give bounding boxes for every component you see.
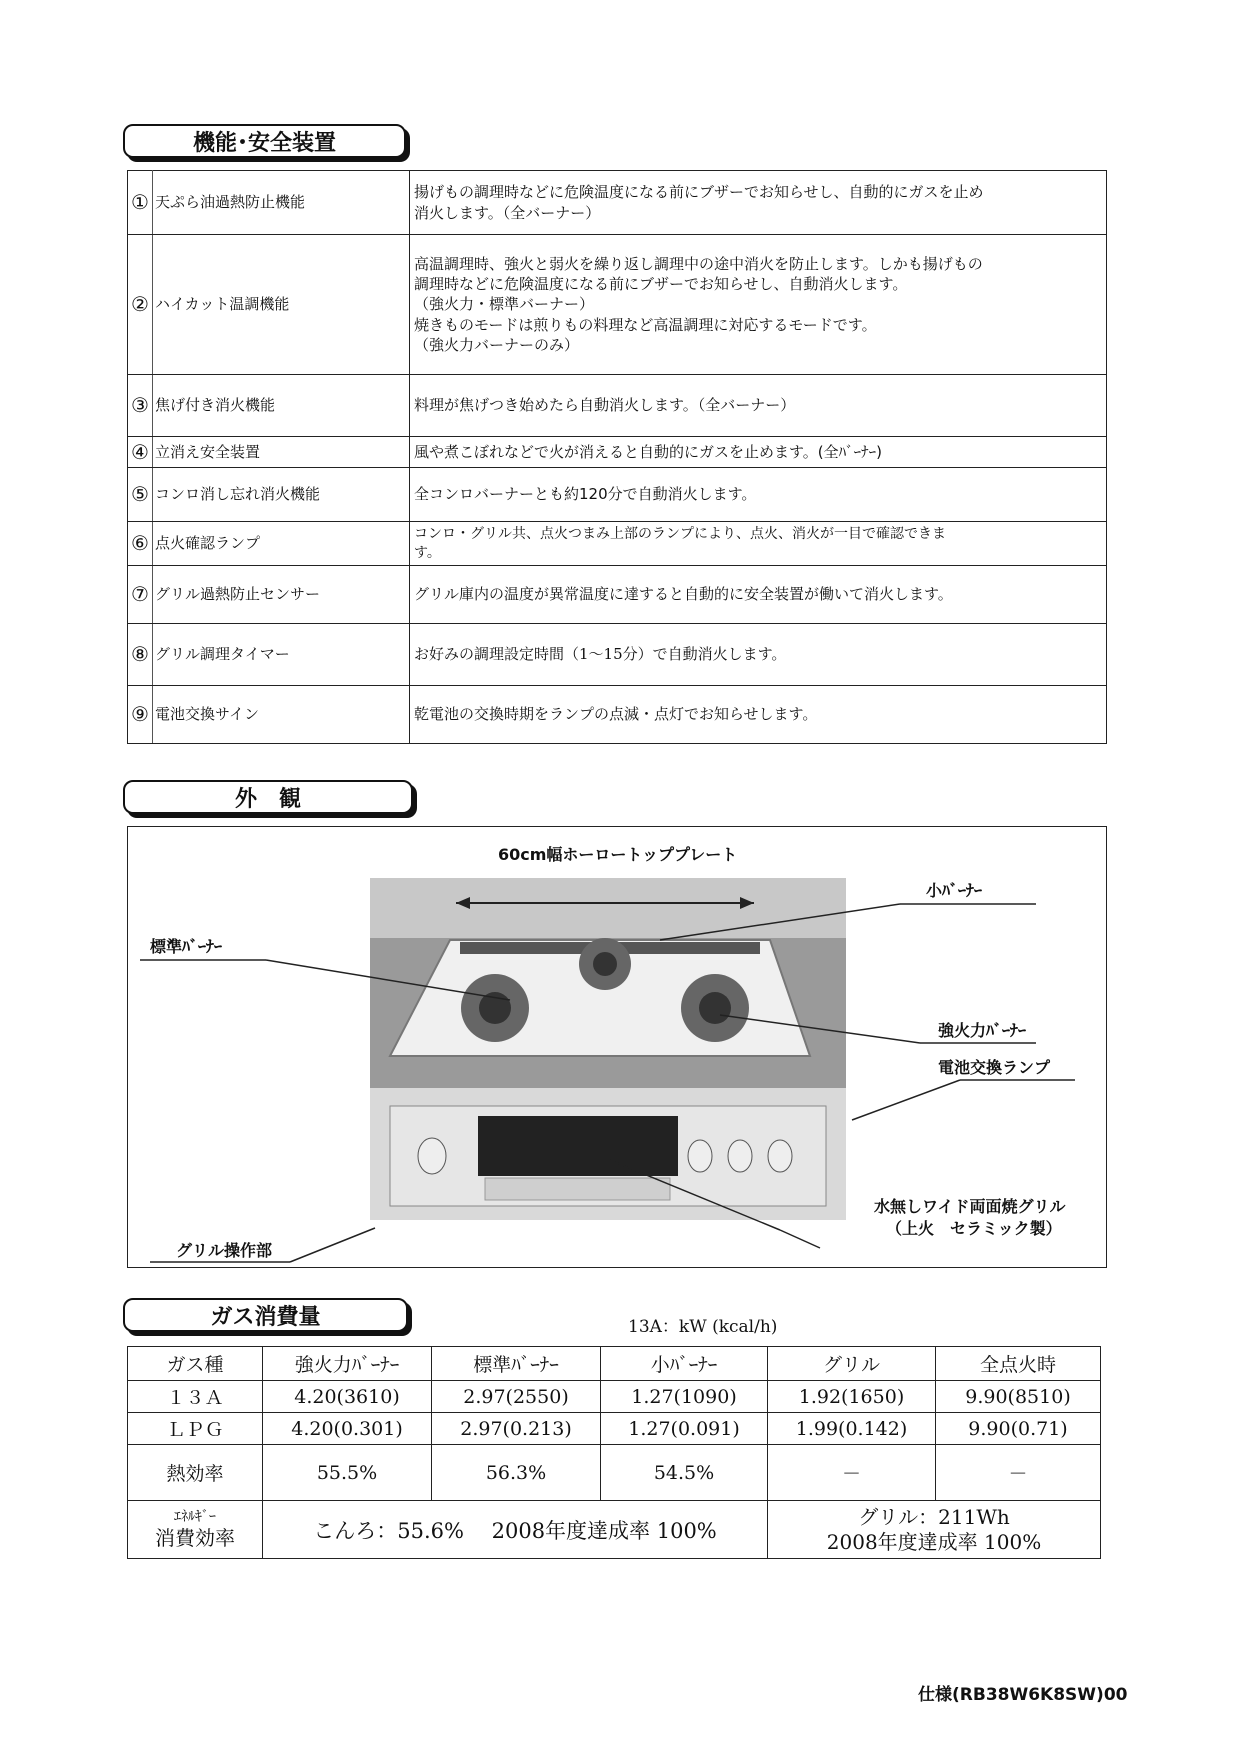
feature-number: ⑥ — [128, 522, 153, 566]
feature-description: 料理が焦げつき始めたら自動消火します。（全バーナー） — [410, 375, 1107, 437]
gas-cell: － — [768, 1445, 936, 1501]
feature-name: 焦げ付き消火機能 — [153, 375, 410, 437]
feature-description: 乾電池の交換時期をランプの点滅・点灯でお知らせします。 — [410, 686, 1107, 744]
gas-header-cell: 小ﾊﾞｰﾅｰ — [601, 1347, 768, 1381]
appearance-title-text: 外 観 — [234, 786, 301, 812]
label-grill-control: グリル操作部 — [176, 1241, 273, 1260]
gas-cell: － — [936, 1445, 1101, 1501]
gas-cell: 4.20(3610) — [263, 1381, 432, 1413]
gas-section-title — [123, 1298, 408, 1332]
feature-description: お好みの調理設定時間（1～15分）で自動消火します。 — [410, 624, 1107, 686]
gas-header-cell: ガス種 — [128, 1347, 263, 1381]
gas-consumption-table — [127, 1346, 1101, 1559]
grill-efficiency-1: グリル：211Wh — [858, 1504, 1010, 1529]
footer-model-code: 仕様(RB38W6K8SW)00 — [918, 1685, 1128, 1705]
grill-efficiency-cell — [768, 1501, 1101, 1559]
gas-row-13a — [128, 1381, 1101, 1413]
gas-cell: 2.97(2550) — [432, 1381, 601, 1413]
gas-cell: 2.97(0.213) — [432, 1413, 601, 1445]
feature-name: グリル過熱防止センサー — [153, 566, 410, 624]
gas-header-cell: グリル — [768, 1347, 936, 1381]
gas-cell: 1.27(0.091) — [601, 1413, 768, 1445]
gas-row-efficiency — [128, 1445, 1101, 1501]
feature-number: ④ — [128, 437, 153, 468]
gas-cell: 1.99(0.142) — [768, 1413, 936, 1445]
gas-cell: 54.5% — [601, 1445, 768, 1501]
gas-header-cell: 標準ﾊﾞｰﾅｰ — [432, 1347, 601, 1381]
feature-description: 高温調理時、強火と弱火を繰り返し調理中の途中消火を防止します。しかも揚げもの 調理時などに危険温度になる前にブザーでお知らせし、自動消火します。 （強火力・標準バーナー） 焼きものモードは煎りもの料理など高温調理に対応するモードです。 （強火力バーナーのみ） — [410, 235, 1107, 375]
feature-name: 電池交換サイン — [153, 686, 410, 744]
gas-cell: 9.90(8510) — [936, 1381, 1101, 1413]
gas-row-lpg — [128, 1413, 1101, 1445]
gas-cell: 4.20(0.301) — [263, 1413, 432, 1445]
label-grill-line2: （上火 セラミック製） — [886, 1219, 1062, 1238]
gas-header-row — [128, 1347, 1101, 1381]
feature-number: ⑦ — [128, 566, 153, 624]
feature-description: 揚げもの調理時などに危険温度になる前にブザーでお知らせし、自動的にガスを止め 消火します。（全バーナー） — [410, 171, 1107, 235]
energy-label-2: 消費効率 — [155, 1525, 235, 1550]
gas-cell: 1.92(1650) — [768, 1381, 936, 1413]
feature-description: 風や煮こぼれなどで火が消えると自動的にガスを止めます。(全ﾊﾞｰﾅｰ) — [410, 437, 1107, 468]
gas-cell: 1.27(1090) — [601, 1381, 768, 1413]
gas-cell: 56.3% — [432, 1445, 601, 1501]
grill-efficiency-2: 2008年度達成率 100% — [826, 1529, 1042, 1554]
label-grill-line1: 水無しワイド両面焼グリル — [874, 1197, 1066, 1216]
gas-header-cell: 強火力ﾊﾞｰﾅｰ — [263, 1347, 432, 1381]
feature-name: コンロ消し忘れ消火機能 — [153, 468, 410, 522]
feature-description: グリル庫内の温度が異常温度に達すると自動的に安全装置が働いて消火します。 — [410, 566, 1107, 624]
gas-cell: 55.5% — [263, 1445, 432, 1501]
gas-cell: 9.90(0.71) — [936, 1413, 1101, 1445]
feature-name: 立消え安全装置 — [153, 437, 410, 468]
unit-note: 13A：kW (kcal/h) — [628, 1317, 778, 1337]
gas-cell: ＬＰＧ — [128, 1413, 263, 1445]
energy-label-1: ｴﾈﾙｷﾞｰ — [174, 1509, 216, 1526]
feature-description: 全コンロバーナーとも約120分で自動消火します。 — [410, 468, 1107, 522]
label-top-plate: 60cm幅ホーロートッププレート — [498, 845, 738, 864]
label-standard-burner: 標準ﾊﾞｰﾅｰ — [150, 937, 223, 956]
feature-description: コンロ・グリル共、点火つまみ上部のランプにより、点火、消火が一目で確認できま す。 — [410, 522, 1107, 566]
gas-header-cell: 全点火時 — [936, 1347, 1101, 1381]
feature-name: グリル調理タイマー — [153, 624, 410, 686]
feature-number: ① — [128, 171, 153, 235]
feature-number: ⑤ — [128, 468, 153, 522]
feature-name: 点火確認ランプ — [153, 522, 410, 566]
gas-cell: 熱効率 — [128, 1445, 263, 1501]
gas-cell: １３Ａ — [128, 1381, 263, 1413]
features-title-text: 機能･安全装置 — [192, 130, 336, 156]
feature-number: ② — [128, 235, 153, 375]
feature-number: ③ — [128, 375, 153, 437]
label-strong-burner: 強火力ﾊﾞｰﾅｰ — [938, 1021, 1027, 1040]
konro-efficiency: こんろ：55.6% 2008年度達成率 100% — [263, 1501, 768, 1559]
label-battery-lamp: 電池交換ランプ — [938, 1058, 1051, 1077]
energy-label-cell — [128, 1501, 263, 1559]
feature-name: 天ぷら油過熱防止機能 — [153, 171, 410, 235]
label-small-burner: 小ﾊﾞｰﾅｰ — [926, 881, 983, 900]
feature-number: ⑨ — [128, 686, 153, 744]
gas-row-energy — [128, 1501, 1101, 1559]
feature-name: ハイカット温調機能 — [153, 235, 410, 375]
gas-title-text: ガス消費量 — [210, 1304, 321, 1330]
feature-number: ⑧ — [128, 624, 153, 686]
